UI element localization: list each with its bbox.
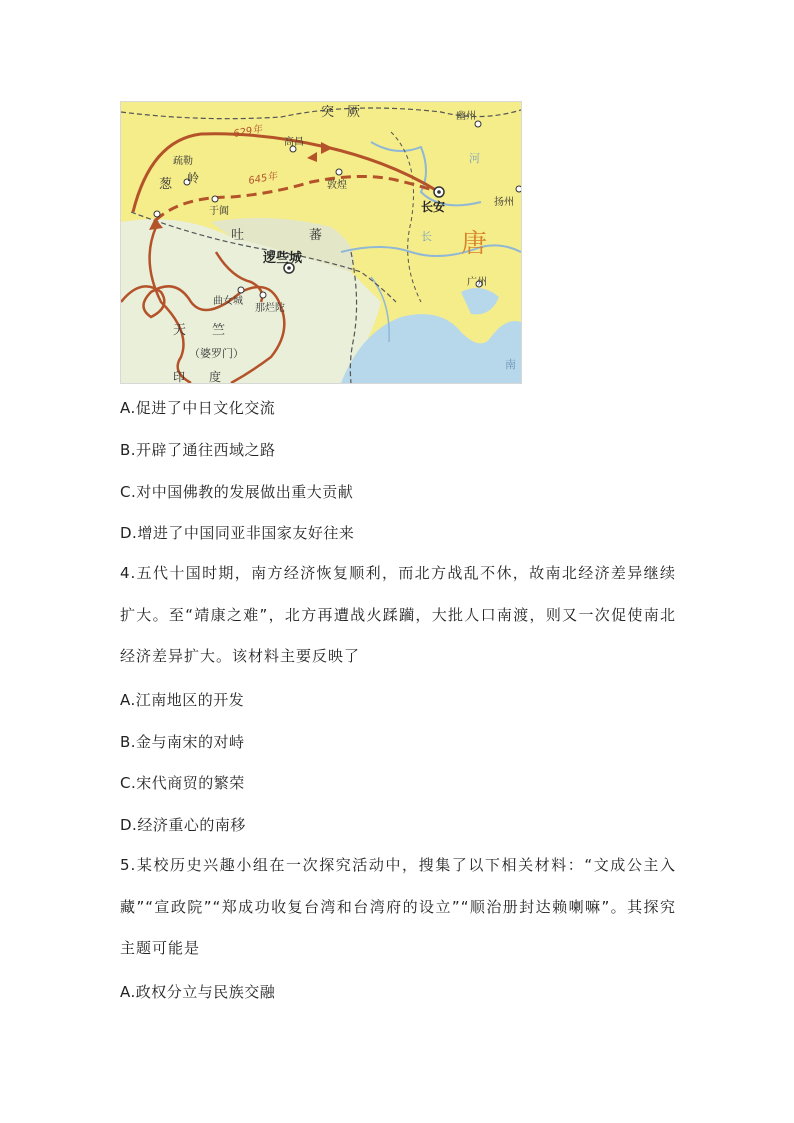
q3-option-b: B.开辟了通往西域之路 [120, 441, 276, 459]
q4-option-a: A.江南地区的开发 [120, 691, 245, 709]
q3-option-c: C.对中国佛教的发展做出重大贡献 [120, 483, 354, 501]
label-nalantuo: 那烂陀 [255, 303, 285, 314]
city-dot-west [154, 211, 160, 217]
city-dot-yangzhou [516, 186, 521, 192]
label-youzhou: 幽州 [456, 111, 476, 122]
label-tu: 吐 [231, 228, 245, 243]
city-dot-nalantuo [260, 292, 266, 298]
label-nan: 南 [505, 358, 516, 371]
label-luoxiecheng: 逻些城 [263, 251, 303, 266]
label-changan: 长安 [421, 200, 446, 214]
city-dot-qunu [238, 287, 244, 293]
label-guangzhou: 广州 [467, 277, 487, 288]
q5-option-a: A.政权分立与民族交融 [120, 983, 276, 1001]
city-dot-luoxie-center [287, 266, 291, 270]
label-tang: 唐 [461, 229, 488, 259]
label-ling: 岭 [187, 171, 200, 185]
label-cong: 葱 [159, 177, 173, 192]
label-tujue: 突 厥 [321, 105, 361, 120]
q5-stem: 5.某校历史兴趣小组在一次探究活动中，搜集了以下相关材料：“文成公主入藏”“宣政院”“郑成功收复台湾和台湾府的设立”“顺治册封达赖喇嘛”。其探究主题可能是 [120, 856, 676, 957]
label-he: 河 [469, 152, 480, 165]
label-qunucheng: 曲女城 [213, 296, 243, 307]
xuanzang-route-map [120, 101, 522, 384]
city-dot-changan-center [437, 190, 441, 194]
label-jiang: 长 [421, 230, 432, 243]
label-dunhuang: 敦煌 [327, 180, 347, 191]
q3-option-d: D.增进了中国同亚非国家友好往来 [120, 524, 355, 542]
label-poluomen: （婆罗门） [189, 347, 244, 360]
label-tianzhu: 天 竺 [173, 323, 226, 338]
label-yangzhou: 扬州 [494, 197, 514, 208]
map-svg [121, 102, 521, 383]
city-dot-yutian [212, 196, 218, 202]
city-dot-dunhuang [336, 169, 342, 175]
q4-option-b: B.金与南宋的对峙 [120, 733, 245, 751]
label-yindu: 印 度 [173, 370, 222, 383]
q4-option-c: C.宋代商贸的繁荣 [120, 774, 245, 792]
label-gaochang: 高昌 [284, 137, 304, 148]
label-yutian: 于阗 [209, 206, 229, 217]
q3-option-a: A.促进了中日文化交流 [120, 399, 276, 417]
label-shule: 疏勒 [173, 156, 193, 167]
q4-stem: 4.五代十国时期，南方经济恢复顺利，而北方战乱不休，故南北经济差异继续扩大。至“靖康之难”，北方再遭战火蹂躏，大批人口南渡，则又一次促使南北经济差异扩大。该材料主要反映了 [120, 564, 676, 665]
label-year645: 645年 [247, 171, 279, 187]
label-fan: 蕃 [309, 228, 323, 243]
label-year629: 629年 [232, 124, 264, 140]
q4-option-d: D.经济重心的南移 [120, 816, 246, 834]
